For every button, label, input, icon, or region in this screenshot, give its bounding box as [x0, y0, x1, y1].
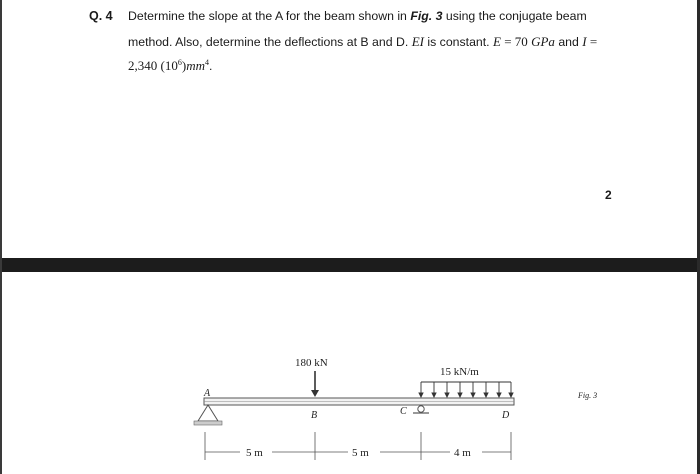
page-number: 2	[605, 188, 612, 202]
question-text-2a: method. Also, determine the deflections at B and D.	[128, 35, 412, 49]
var-EI: EI	[411, 34, 424, 49]
beam	[204, 398, 514, 405]
question-text-1b: using the conjugate beam	[442, 9, 587, 23]
question-text-3a: 2,340 (10	[128, 58, 178, 74]
dimension-label-2: 5 m	[352, 447, 369, 459]
question-text-3b: )	[181, 58, 187, 74]
point-load-arrow-icon	[311, 371, 319, 397]
var-I: I	[582, 34, 587, 49]
label-D: D	[502, 410, 510, 421]
distributed-load-icon	[419, 382, 513, 397]
dimension-label-1: 5 m	[246, 447, 263, 459]
var-E: E	[493, 34, 501, 49]
pin-support-icon	[194, 405, 222, 425]
question-text-1a: Determine the slope at the A for the beam shown in	[128, 9, 411, 23]
fig-reference: Fig. 3	[410, 9, 443, 23]
exponent-6: 6	[177, 58, 182, 67]
question-number: Q. 4	[89, 9, 113, 23]
unit-mm: mm	[186, 58, 205, 74]
question-text-2b: is constant.	[423, 35, 494, 49]
exponent-4: 4	[204, 58, 209, 67]
figure-caption: Fig. 3	[578, 391, 598, 400]
label-A: A	[204, 388, 211, 399]
question-text-2c: = 70	[500, 34, 532, 49]
unit-GPa: GPa	[531, 34, 555, 49]
point-load-label: 180 kN	[295, 357, 328, 369]
question-text-3c: .	[208, 59, 213, 74]
roller-support-icon	[413, 406, 429, 413]
dimension-label-3: 4 m	[454, 447, 471, 459]
question-text-2d: and	[554, 35, 583, 49]
label-C: C	[400, 406, 407, 417]
label-B: B	[311, 410, 318, 421]
distributed-load-label: 15 kN/m	[440, 366, 479, 378]
question-text-2e: =	[586, 34, 598, 49]
